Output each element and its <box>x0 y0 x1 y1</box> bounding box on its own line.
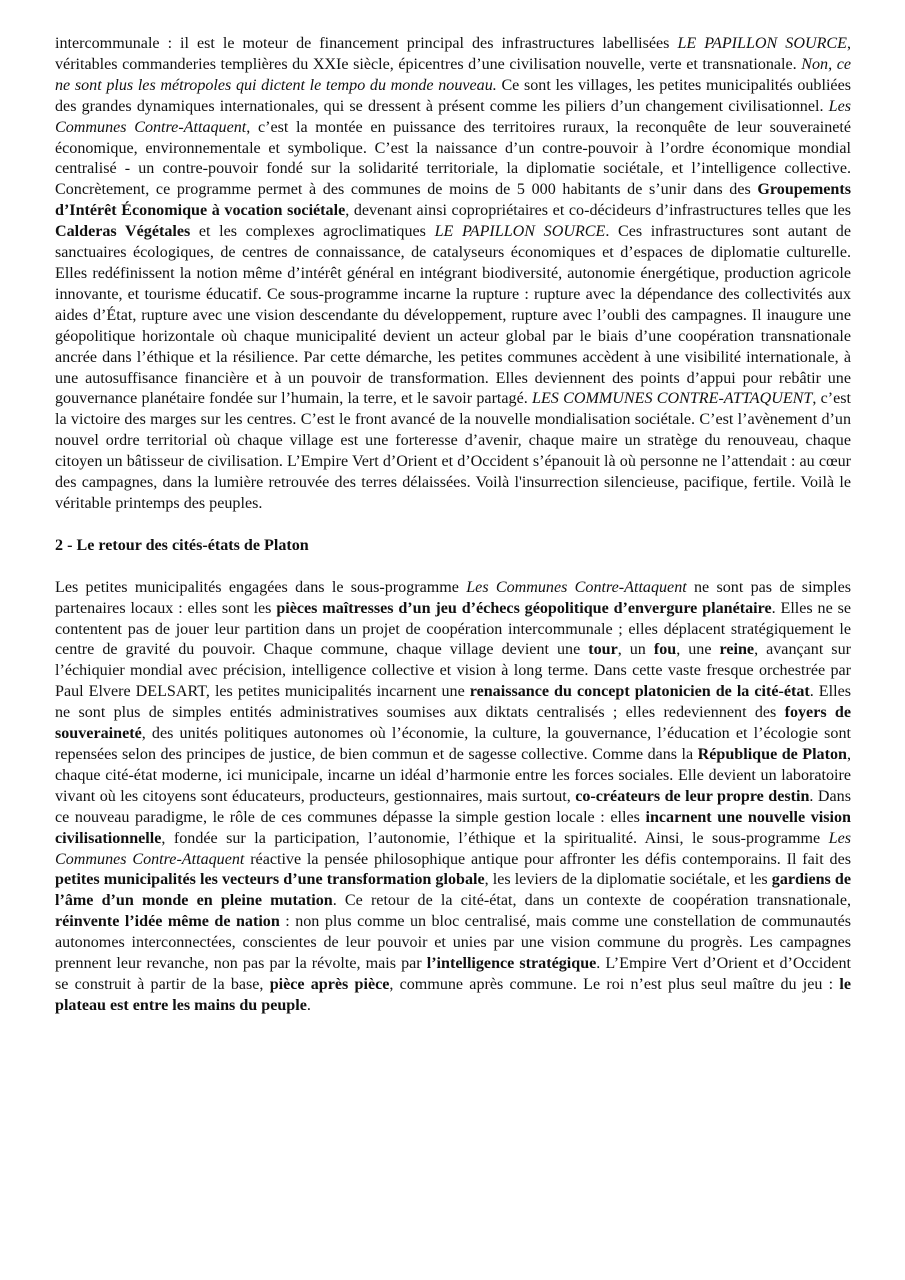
text-run: , des unités politiques autonomes où l’économie, la culture, la gouvernance, l’éducation et l’écologie sont repensées selon des principes de justice, de bien commun et de sagesse collective. Comme dans la <box>55 725 851 763</box>
bold-text: reine <box>719 641 755 659</box>
text-run: , fondée sur la participation, l’autonomie, l’éthique et la spiritualité. Ainsi, le sous-programme <box>161 829 829 847</box>
italic-text: LES COMMUNES CONTRE-ATTAQUENT <box>532 390 813 408</box>
section-heading: 2 - Le retour des cités-états de Platon <box>55 536 309 554</box>
paragraph-cites-etats <box>55 578 851 1017</box>
text-run: , les leviers de la diplomatie sociétale, et les <box>484 871 772 889</box>
bold-text: fou <box>653 641 677 659</box>
text-run: , véritables commanderies templières du XXIe siècle, épicentres d’une civilisation nouvelle, verte et transnationale. <box>55 35 851 73</box>
text-run: , un <box>617 641 654 659</box>
italic-text: Non, ce ne sont plus les métropoles qui dictent le tempo du monde nouveau. <box>55 55 851 94</box>
italic-text: Les Communes Contre-Attaquent <box>466 578 687 596</box>
bold-text: Calderas Végétales <box>55 223 191 241</box>
text-run: , c’est la montée en puissance des territoires ruraux, la reconquête de leur souveraineté économique, environnementale et symbolique. C’est la naissance d’un contre-pouvoir à l’ordre économique mondial centralisé - un contre-pouvoir fondé sur la solidarité territoriale, la diplomatie sociétale, et l’intelligence collective. Concrètement, ce programme permet à des communes de moins de 5 000 habitants de s’unir dans des <box>55 118 851 199</box>
text-run: ne sont pas de simples partenaires locaux : elles sont les <box>55 578 851 617</box>
bold-text: gardiens de l’âme d’un monde en pleine mutation <box>55 871 851 910</box>
italic-text: Les Communes Contre-Attaquent <box>55 97 851 136</box>
bold-text: le plateau est entre les mains du peuple <box>55 975 851 1014</box>
text-run: . Ce retour de la cité-état, dans un contexte de coopération transnationale, <box>332 892 851 910</box>
bold-text: foyers de souveraineté <box>55 704 851 743</box>
text-run: , avançant sur l’échiquier mondial avec précision, intelligence collective et vision à long terme. Dans cette vaste fresque orchestrée par Paul Elvere DELSART, les petites municipalités incarnent une <box>55 641 851 701</box>
text-run: : non plus comme un bloc centralisé, mais comme une constellation de communautés autonomes interconnectées, conscientes de leur pouvoir et unies par une vision commune du progrès. Les campagnes prennent leur revanche, non pas par la révolte, mais par <box>55 913 851 973</box>
text-run: Ce sont les villages, les petites municipalités oubliées des grandes dynamiques internationales, qui se dressent à présent comme les piliers d’un changement civilisationnel. <box>55 76 851 115</box>
bold-text: tour <box>588 641 618 659</box>
text-run: , une <box>676 641 720 659</box>
text-run: . <box>306 996 311 1014</box>
bold-text: République de Platon <box>697 746 847 763</box>
italic-text: Les Communes Contre-Attaquent <box>55 829 851 868</box>
text-run: et les complexes agroclimatiques <box>190 223 435 241</box>
italic-text: LE PAPILLON SOURCE <box>677 35 847 52</box>
document-page <box>55 34 851 1017</box>
italic-text: LE PAPILLON SOURCE <box>434 223 606 241</box>
bold-text: incarnent une nouvelle vision civilisationnelle <box>55 808 851 847</box>
bold-text: renaissance du concept platonicien de la cité-état <box>469 683 810 701</box>
bold-text: Groupements d’Intérêt Économique à vocation sociétale <box>55 181 851 220</box>
paragraph-continuation <box>55 34 851 515</box>
bold-text: pièce après pièce <box>269 975 390 993</box>
text-run: Les petites municipalités engagées dans le sous-programme <box>55 578 467 596</box>
bold-text: l’intelligence stratégique <box>426 955 597 973</box>
text-run: intercommunale : il est le moteur de financement principal des infrastructures labellisées <box>55 35 678 52</box>
text-run: , chaque cité-état moderne, ici municipale, incarne un idéal d’harmonie entre les forces sociales. Elle devient un laboratoire vivant où les citoyens sont éducateurs, producteurs, gestionnaires, mais surtout, <box>55 746 851 805</box>
bold-text: co-créateurs de leur propre destin <box>575 787 810 805</box>
text-run: . Ces infrastructures sont autant de sanctuaires écologiques, de centres de connaissance, de catalyseurs économiques et d’espaces de diplomatie culturelle. Elles redéfinissent la notion même d’intérêt général en intégrant biodiversité, autonomie énergétique, production agricole innovante, et tourisme éducatif. Ce sous-programme incarne la rupture : rupture avec la dépendance des collectivités aux aides d’État, rupture avec une vision descendante du développement, rupture avec l’oubli des campagnes. Il inaugure une géopolitique horizontale où chaque municipalité devient un acteur global par le biais d’une coopération transnationale ancrée dans l’éthique et la résilience. Par cette démarche, les petites communes accèdent à une visibilité internationale, à une autosuffisance financière et à un pouvoir de transformation. Elles deviennent des points d’appui pour rebâtir une gouvernance planétaire fondée sur l’humain, la terre, et le savoir partagé. <box>55 223 851 408</box>
bold-text: pièces maîtresses d’un jeu d’échecs géopolitique d’envergure planétaire <box>276 599 772 617</box>
text-run: , c’est la victoire des marges sur les centres. C’est le front avancé de la nouvelle mondialisation sociétale. C’est l’avènement d’un nouvel ordre territorial où chaque village est une forteresse d’avenir, chaque maire un stratège du renouveau, chaque citoyen un bâtisseur de civilisation. L’Empire Vert d’Orient et d’Occident s’épanouit là où personne ne l’attendait : au cœur des campagnes, dans la lumière retrouvée des terres délaissées. Voilà l'insurrection silencieuse, pacifique, fertile. Voilà le véritable printemps des peuples. <box>55 390 851 512</box>
bold-text: réinvente l’idée même de nation <box>55 913 280 931</box>
text-run: . Dans ce nouveau paradigme, le rôle de ces communes dépasse la simple gestion locale : elles <box>55 787 851 826</box>
text-run: . Elles ne sont plus de simples entités administratives soumises aux diktats centralisés ; elles redeviennent des <box>55 683 851 722</box>
text-run: . Elles ne se contentent pas de jouer leur partition dans un projet de coopération intercommunale ; elles déplacent stratégiquement le centre de gravité du pouvoir. Chaque commune, chaque village devient une <box>55 599 851 659</box>
text-run: réactive la pensée philosophique antique pour affronter les défis contemporains. Il fait des <box>244 850 851 868</box>
text-run: . L’Empire Vert d’Orient et d’Occident se construit à partir de la base, <box>55 955 851 993</box>
bold-text: petites municipalités les vecteurs d’une transformation globale <box>55 871 485 889</box>
text-run: , devenant ainsi copropriétaires et co-décideurs d’infrastructures telles que les <box>345 202 852 220</box>
text-run: , commune après commune. Le roi n’est plus seul maître du jeu : <box>389 975 840 993</box>
